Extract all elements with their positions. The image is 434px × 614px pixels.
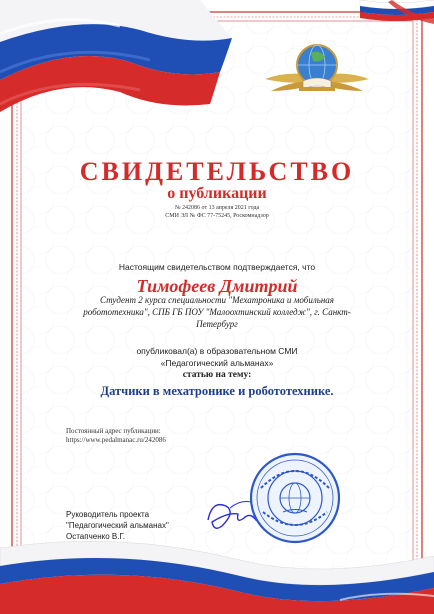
topic-label: статью на тему: bbox=[182, 370, 252, 380]
media-registration: СМИ ЭЛ № ФС 77-75245, Роскомнадзор bbox=[165, 213, 269, 219]
certificate-number: № 242086 от 13 апреля 2021 года bbox=[174, 205, 260, 211]
recipient-description-line: Студент 2 курса специальности "Мехатроника и мобильная bbox=[100, 295, 334, 305]
article-topic: Датчики в мехатронике и робототехнике. bbox=[100, 384, 334, 398]
recipient-description bbox=[60, 294, 374, 330]
address-url: https://www.pedalmanac.ru/242086 bbox=[66, 436, 166, 444]
address-label: Постоянный адрес публикации: bbox=[66, 427, 161, 435]
recipient-name: Тимофеев Дмитрий bbox=[136, 276, 298, 296]
confirmation-text: Настоящим свидетельством подтверждается, что bbox=[118, 262, 316, 272]
certificate-title: СВИДЕТЕЛЬСТВО bbox=[79, 157, 355, 186]
head-project: "Педагогический альманах" bbox=[66, 521, 169, 530]
published-line-1: опубликовал(а) в образовательном СМИ bbox=[136, 346, 298, 356]
head-title: Руководитель проекта bbox=[66, 510, 150, 519]
published-line-2: «Педагогический альманах» bbox=[160, 358, 274, 368]
head-name: Остапченко В.Г. bbox=[66, 532, 126, 541]
round-seal-icon bbox=[251, 454, 339, 542]
recipient-description-line: робототехника", СПБ ГБ ПОУ "Малоохтинский колледж", г. Санкт- bbox=[83, 307, 351, 317]
recipient-description-line: Петербург bbox=[196, 319, 238, 329]
certificate-subtitle: о публикации bbox=[167, 185, 267, 202]
